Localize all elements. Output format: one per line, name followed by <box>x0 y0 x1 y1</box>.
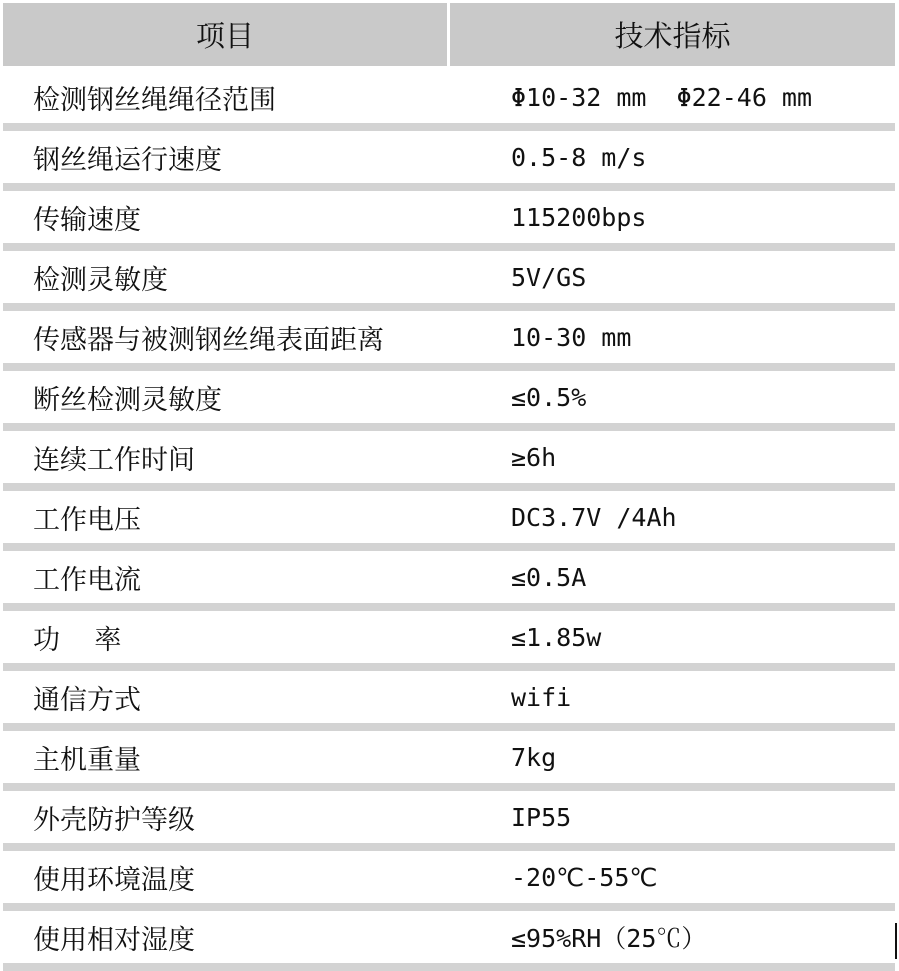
row-separator <box>3 783 895 791</box>
edge-mark <box>895 923 897 959</box>
table-row <box>3 371 895 423</box>
table-row <box>3 251 895 303</box>
item-label: 检测钢丝绳绳径范围 <box>33 84 276 116</box>
row-separator <box>3 603 895 611</box>
item-label: 外壳防护等级 <box>33 804 195 836</box>
table-row <box>3 851 895 903</box>
item-label: 主机重量 <box>33 744 141 776</box>
row-separator <box>3 963 895 971</box>
row-separator <box>3 843 895 851</box>
table-row <box>3 311 895 363</box>
table-row <box>3 671 895 723</box>
item-label: 连续工作时间 <box>33 444 195 476</box>
table-row <box>3 611 895 663</box>
item-label: 断丝检测灵敏度 <box>33 384 222 416</box>
item-label: 使用环境温度 <box>33 864 195 896</box>
table-row <box>3 791 895 843</box>
header-spec: 技术指标 <box>614 19 731 53</box>
item-value: ≤0.5A <box>511 562 587 592</box>
item-label: 工作电流 <box>33 564 141 596</box>
item-value: ≤95%RH（25℃） <box>511 924 707 953</box>
item-label: 通信方式 <box>33 684 141 716</box>
table-row <box>3 551 895 603</box>
item-value: DC3.7V /4Ah <box>511 502 677 532</box>
header-item: 项目 <box>195 19 254 53</box>
item-value: 10-30 mm <box>511 322 632 352</box>
item-label: 传感器与被测钢丝绳表面距离 <box>33 324 384 356</box>
row-separator <box>3 903 895 911</box>
item-label: 钢丝绳运行速度 <box>33 144 222 176</box>
item-label: 工作电压 <box>33 504 141 536</box>
table-row <box>3 71 895 123</box>
row-separator <box>3 483 895 491</box>
table-body <box>3 71 895 971</box>
row-separator <box>3 663 895 671</box>
row-separator <box>3 243 895 251</box>
row-separator <box>3 423 895 431</box>
item-value: 0.5-8 m/s <box>511 142 647 172</box>
table-row <box>3 191 895 243</box>
row-separator <box>3 723 895 731</box>
item-label: 使用相对湿度 <box>33 924 195 956</box>
item-value: 7kg <box>511 742 557 772</box>
item-value: -20℃-55℃ <box>511 862 658 892</box>
row-separator <box>3 363 895 371</box>
row-separator <box>3 303 895 311</box>
spec-table <box>3 3 895 971</box>
table-row <box>3 431 895 483</box>
row-separator <box>3 123 895 131</box>
table-row <box>3 131 895 183</box>
item-value: wifi <box>511 682 572 712</box>
item-value: ≤1.85w <box>511 622 602 652</box>
item-value: Φ10-32 mm Φ22-46 mm <box>511 82 813 112</box>
item-label: 传输速度 <box>33 204 141 236</box>
row-separator <box>3 543 895 551</box>
item-value: 115200bps <box>511 202 647 232</box>
item-value: 5V/GS <box>511 262 587 292</box>
item-value: ≤0.5% <box>511 382 587 412</box>
item-value: IP55 <box>511 802 572 832</box>
table-row <box>3 911 895 963</box>
item-label: 功 率 <box>33 624 122 656</box>
table-header <box>3 3 895 66</box>
item-label: 检测灵敏度 <box>33 264 168 296</box>
table-row <box>3 731 895 783</box>
table-row <box>3 491 895 543</box>
row-separator <box>3 183 895 191</box>
item-value: ≥6h <box>511 442 557 472</box>
